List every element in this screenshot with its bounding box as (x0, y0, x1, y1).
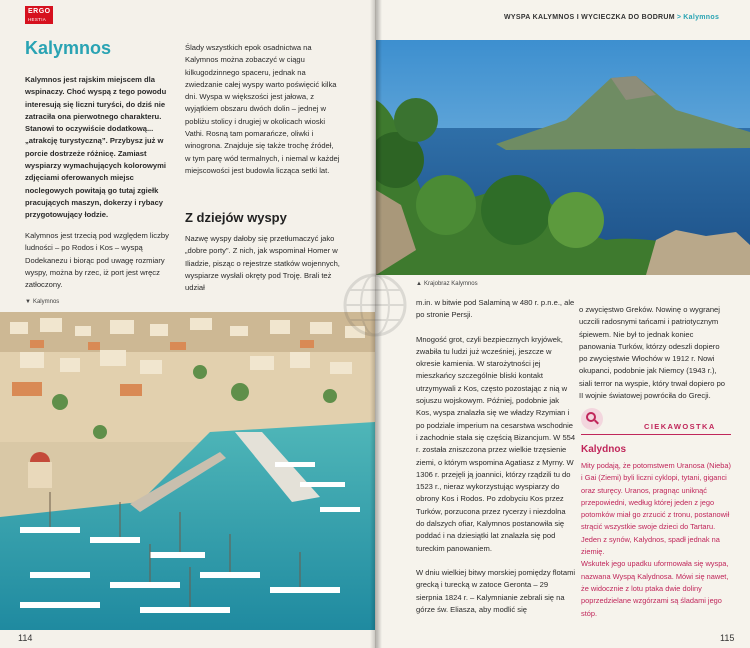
page-number: 115 (720, 633, 735, 643)
independence-paragraph: o zwycięstwo Greków. Nowinę o wygranej uczcili radosnymi tańcami i patriotycznym śpiewem. Nie był to jednak koniec panowania Turków, którzy odeszli dopiero po zwycięstwie Włochów w 1912 r. Nowi okupanci, podobnie jak Niemcy (1943 r.), siali terror na wyspie, który trwał dopiero po II wojnie światowej powróciła do Grecji. (579, 305, 726, 401)
caption-arrow-icon: ▲ (416, 281, 422, 287)
curio-title: Kalydnos (581, 444, 627, 455)
history-paragraph-1: m.in. w bitwie pod Salaminą w 480 r. p.n.e., ale po stronie Persji. (416, 298, 575, 320)
settlement-paragraph: Ślady wszystkich epok osadnictwa na Kalymnos można zobaczyć w ciągu kilkugodzinnego spaceru, jednak na zwiedzanie całej wyspy warto poświęcić kilka dni. Wyspa w większości jest jałowa, z wyjątkiem obszaru dwóch dolin – jednej w pobliżu stolicy i drugiej w okolicach wioski Vathi. Rosną tam pomarańcze, oliwki i winogrona. Znajduje się także trochę źródeł, w tym parę wód termalnych, i niemal w każdej miejscowości jest budowla licząca setki lat. (185, 43, 340, 175)
curio-paragraph-2: Wskutek jego upadku uformowała się wyspa, nazwana Wyspą Kalydnosa. Mówi się nawet, że widocznie z lotu ptaka dwie doliny poprzedzielane wzgórzami są śladami jego stóp. (581, 559, 729, 618)
globe-watermark-icon (340, 270, 410, 340)
history-column (416, 297, 576, 616)
curio-paragraph-1: Mity podają, że potomstwem Uranosa (Nieba) i Gai (Ziemi) byli liczni cyklopi, tytani, giganci oraz sturęcy. Uranos, pragnąc uniknąć przepowiedni, według której jeden z jego potomków miał go zrzucić z tronu, postanowił strącić wszystkie swoje dzieci do Tartaru. Jeden z synów, Kalydnos, spadł jednak na ziemię. (581, 461, 731, 557)
curio-text (581, 460, 731, 620)
running-head: WYSPA KALYMNOS I WYCIECZKA DO BODRUM > Kalymnos (504, 14, 720, 21)
right-page (376, 0, 750, 648)
section-heading: Z dziejów wyspy (185, 210, 287, 225)
page-title: Kalymnos (25, 38, 112, 58)
island-landscape-photo (376, 40, 750, 275)
harbor-caption: ▼ Kalymnos (25, 299, 60, 305)
page-number: 114 (18, 633, 33, 643)
curio-label: CIEKAWOSTKA (644, 422, 716, 431)
population-paragraph: Kalymnos jest trzecią pod względem liczby ludności – po Rodos i Kos – wyspą Dodekanezu i biorąc pod uwagę rozmiary wyspy, można by rzec, iż port jest wręcz zatłoczony. (25, 231, 169, 290)
harbor-photo (0, 312, 375, 630)
history-paragraph-2: Mnogość grot, czyli bezpiecznych kryjówek, zwabiła tu ludzi już wcześniej, jeszcze w okresie kamienia. W starożytności jej mieszkańcy szczególnie bliski kontakt utrzymywali z Kos, często pozostając z nią w sojuszu wojskowym. Później, podobnie jak Kos, wyspa znalazła się we władzy Rzymian i po podziale imperium na cesarstwa wschodnie i zachodnie stała się częścią Bizancjum. W 554 r. została zniszczona przez wielkie trzęsienie ziemi, o którym wspomina Agatiasz z Myrny. W 1306 r. przejęli ją joannici, którzy rządzili tu do 1523 r., nieraz wykorzystując wyspiarzy do obrony Kos i Rodos. Po zdobyciu Kos przez Turków, porzucona przez rycerzy i niezdolna do dalszych ofiar, Kalymnos postanowiła się poddać i na dziesiątki lat znalazła się pod tureckim panowaniem. (416, 334, 576, 553)
history-paragraph: Nazwę wyspy dałoby się przetłumaczyć jako „dobre porty”. Z nich, jak wspominał Homer w Iliadzie, pisząc o rejestrze statków wojennych, wyspiarze wysłali okręty pod Troję. Brali też udział (185, 234, 340, 293)
history-paragraph-3: W dniu wielkiej bitwy morskiej pomiędzy flotami grecką i turecką w zatoce Geronta – 29 sierpnia 1824 r. – Kalymnianie zebrali się na górze św. Eliasza, aby modlić się (416, 567, 576, 614)
publisher-logo: ERGO HESTIA (25, 6, 53, 24)
magnifier-icon (581, 408, 603, 430)
intro-paragraph: Kalymnos jest rajskim miejscem dla wspinaczy. Choć wyspą z tego powodu interesują się liczni turyści, do dziś nie zatraciła ona pierwotnego charakteru. Stanowi to oczywiście dodatkową... „atrakcję turystyczną”. Przybysz już w porcie dostrzeże różnicę. Zamiast wyspiarzy wymachujących kolorowymi zdjęciami oferowanych miejsc noclegowych powitają go tutaj zgiełk pracujących maszyn, dokerzy i rybacy przygotowujący łodzie. (25, 75, 167, 220)
caption-arrow-icon: ▼ (25, 299, 31, 305)
chevron-right-icon: > (676, 14, 682, 21)
curio-divider (581, 434, 731, 435)
landscape-caption: ▲ Krajobraz Kalymnos (416, 281, 478, 287)
